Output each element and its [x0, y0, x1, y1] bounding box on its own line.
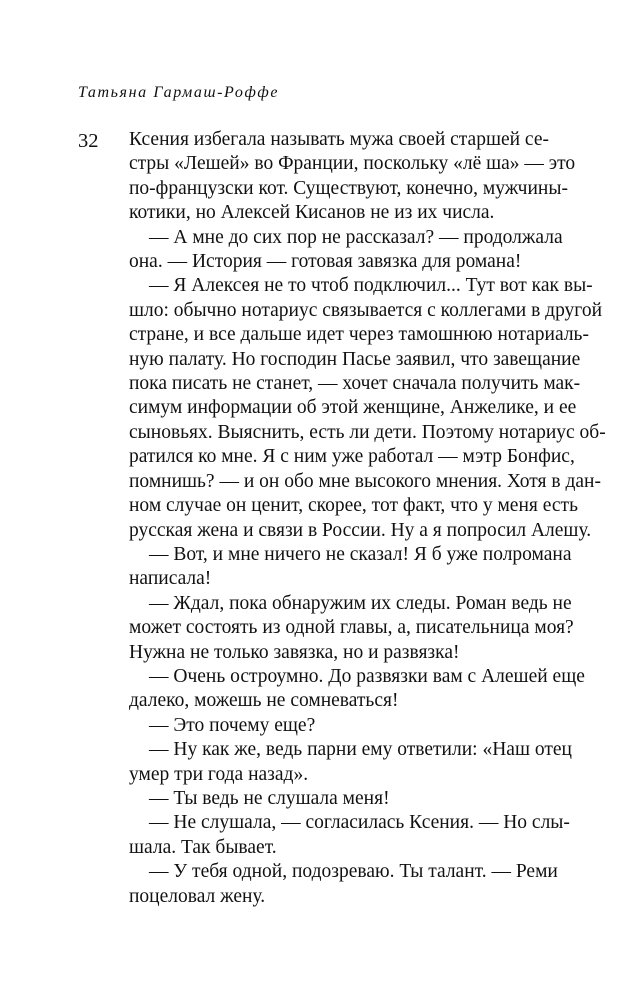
text-line: далеко, можешь не сомневаться! [129, 690, 399, 712]
text-line: по-французски кот. Существуют, конечно, мужчины- [129, 177, 568, 199]
text-line: — Ну как же, ведь парни ему ответили: «Наш отец [149, 739, 572, 761]
text-line: сыновьях. Выяснить, есть ли дети. Поэтому нотариус об- [129, 421, 606, 443]
text-line: — А мне до сих пор не рассказал? — продолжала [149, 226, 563, 248]
text-line: она. — История — готовая завязка для романа! [129, 251, 522, 273]
text-line: — Я Алексея не то чтоб подключил... Тут вот как вы- [149, 275, 593, 297]
text-line: — Ты ведь не слушала меня! [149, 787, 390, 809]
text-line: ную палату. Но господин Пасье заявил, что завещание [129, 348, 581, 370]
running-head-title: Татьяна Гармаш-Роффе [78, 84, 280, 101]
text-line: — Ждал, пока обнаружим их следы. Роман ведь не [149, 592, 572, 614]
text-line: русская жена и связи в России. Ну а я попросил Алешу. [129, 519, 592, 541]
page-number: 32 [78, 130, 99, 152]
text-line: помнишь? — и он обо мне высокого мнения. Хотя в дан- [129, 470, 601, 492]
text-line: — Вот, и мне ничего не сказал! Я б уже полромана [149, 543, 572, 565]
text-line: умер три года назад». [129, 763, 309, 785]
text-line: стране, и все дальше идет через тамошнюю нотариаль- [129, 324, 589, 346]
text-line: шала. Так бывает. [129, 836, 277, 858]
text-line: написала! [129, 568, 212, 590]
text-line: — У тебя одной, подозреваю. Ты талант. — Реми [149, 861, 558, 883]
text-line: может состоять из одной главы, а, писательница моя? [129, 617, 574, 639]
text-line: котики, но Алексей Кисанов не из их числа. [129, 202, 495, 224]
text-line: ном случае он ценит, скорее, тот факт, что у меня есть [129, 495, 578, 517]
text-line: шло: обычно нотариус связывается с коллегами в другой [129, 299, 603, 321]
text-line: поцеловал жену. [129, 885, 266, 907]
text-line: симум информации об этой женщине, Анжелике, и ее [129, 397, 577, 419]
text-line: ратился ко мне. Я с ним уже работал — мэтр Бонфис, [129, 446, 575, 468]
text-line: Ксения избегала называть мужа своей старшей се- [129, 129, 549, 150]
text-line: пока писать не станет, — хочет сначала получить мак- [129, 373, 581, 395]
text-line: стры «Лешей» во Франции, поскольку «лё ша» — это [129, 153, 576, 175]
text-line: — Очень остроумно. До развязки вам с Алешей еще [149, 665, 585, 687]
text-line: Нужна не только завязка, но и развязка! [129, 641, 460, 663]
text-line: — Не слушала, — согласилась Ксения. — Но слы- [149, 812, 570, 834]
body-text [129, 128, 606, 909]
text-line: — Это почему еще? [149, 714, 316, 736]
